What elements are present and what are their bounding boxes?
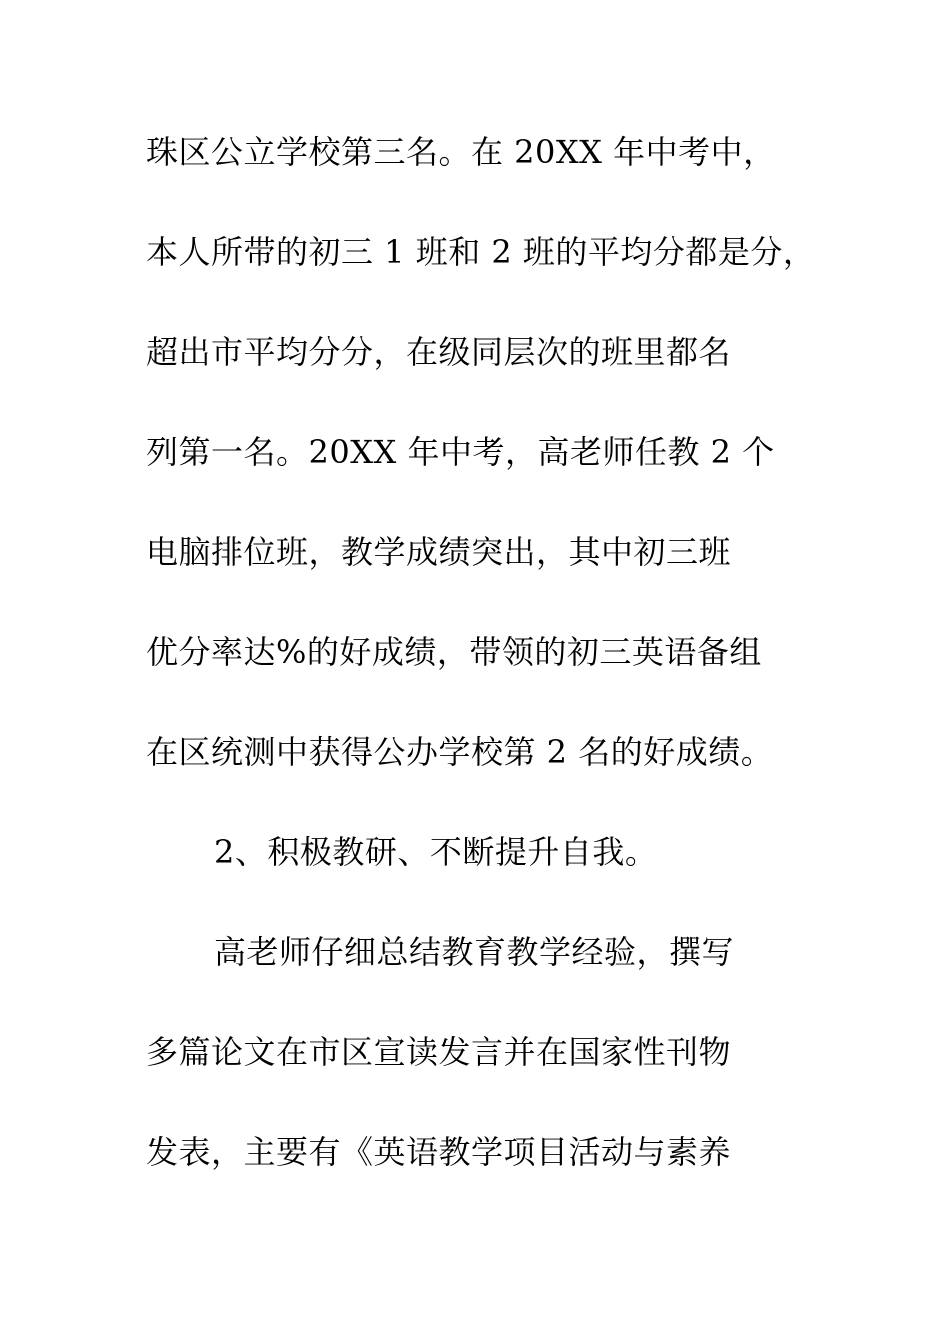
section-heading: 2、积极教研、不断提升自我。 [214,833,658,871]
paragraph-line: 发表，主要有《英语教学项目活动与素养 [146,1133,732,1171]
paragraph-line: 优分率达%的好成绩，带领的初三英语备组 [146,633,762,671]
paragraph-line: 珠区公立学校第三名。在 20XX 年中考中， [146,133,776,171]
paragraph-line: 本人所带的初三 1 班和 2 班的平均分都是分， [146,233,816,271]
paragraph-line: 超出市平均分分，在级同层次的班里都名 [146,333,732,371]
paragraph-line: 列第一名。20XX 年中考，高老师任教 2 个 [146,433,775,471]
paragraph-line: 多篇论文在市区宣读发言并在国家性刊物 [146,1033,732,1071]
paragraph-line: 在区统测中获得公办学校第 2 名的好成绩。 [146,733,774,771]
paragraph-line: 电脑排位班，教学成绩突出，其中初三班 [146,533,732,571]
paragraph-line: 高老师仔细总结教育教学经验，撰写 [214,933,735,971]
